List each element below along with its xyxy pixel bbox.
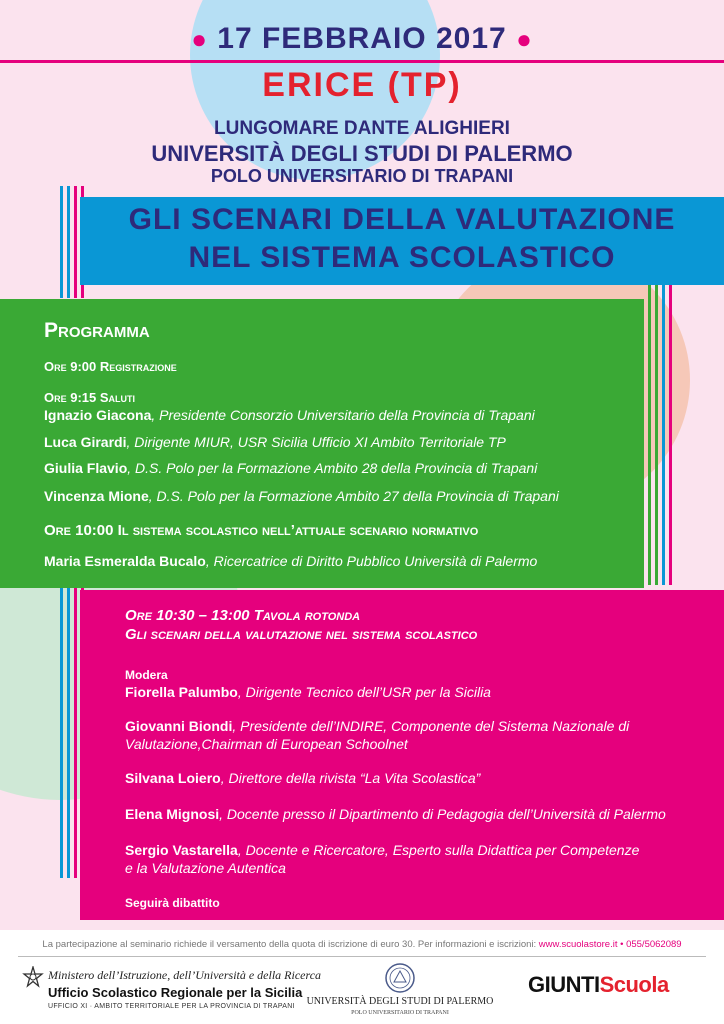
moderator-line bbox=[125, 684, 491, 700]
speaker-role: , Docente presso il Dipartimento di Pedagogia dell’Università di Palermo bbox=[219, 806, 666, 822]
bullet-icon: ● bbox=[191, 24, 208, 54]
speaker-name: Vincenza Mione bbox=[44, 488, 149, 504]
speaker-name: Fiorella Palumbo bbox=[125, 684, 238, 700]
speaker-role: , Presidente dell’INDIRE, Componente del Sistema Nazionale di bbox=[232, 718, 630, 734]
speaker-line bbox=[44, 488, 559, 504]
session1-heading bbox=[44, 522, 478, 539]
event-date-text: 17 FEBBRAIO 2017 bbox=[217, 22, 507, 55]
publisher-logo-part2: Scuola bbox=[599, 972, 669, 997]
panelist-line bbox=[125, 842, 639, 858]
event-title-line2: NEL SISTEMA SCOLASTICO bbox=[188, 241, 616, 274]
registration-note-text: La partecipazione al seminario richiede il versamento della quota di iscrizione di euro 30. Per informazioni e iscrizioni: bbox=[42, 939, 539, 950]
university-campus: POLO UNIVERSITARIO DI TRAPANI bbox=[351, 1010, 449, 1016]
round-table-time: Ore 10:30 – 13:00 bbox=[125, 607, 254, 624]
speaker-line bbox=[44, 407, 535, 423]
ministry-name: Ministero dell’Istruzione, dell’Università e della Ricerca bbox=[48, 968, 322, 982]
regional-office: Ufficio Scolastico Regionale per la Sicilia bbox=[48, 985, 303, 1000]
speaker-name: Giulia Flavio bbox=[44, 460, 128, 476]
round-table-title: Tavola rotonda bbox=[253, 607, 361, 624]
panelist-line bbox=[125, 806, 666, 822]
phone-number: • 055/5062089 bbox=[617, 939, 682, 950]
panelist-line bbox=[125, 770, 480, 786]
speaker-name: Giovanni Biondi bbox=[125, 718, 233, 734]
footer-divider bbox=[18, 956, 706, 957]
speaker-line bbox=[44, 460, 537, 476]
session1-title: Il sistema scolastico nell’attuale scenario normativo bbox=[117, 522, 479, 539]
university-seal-icon bbox=[384, 962, 416, 994]
top-rule bbox=[0, 60, 724, 63]
store-link[interactable]: www.scuolastore.it bbox=[538, 939, 618, 950]
registration-note bbox=[0, 939, 724, 950]
publisher-logo bbox=[528, 972, 669, 998]
event-city: ERICE (TP) bbox=[262, 66, 462, 104]
event-title-line1: GLI SCENARI DELLA VALUTAZIONE bbox=[128, 203, 676, 236]
closing-note: Seguirà dibattito bbox=[125, 896, 220, 910]
round-table-heading bbox=[125, 607, 360, 624]
panelist-line bbox=[125, 718, 629, 734]
event-date bbox=[0, 22, 724, 56]
venue-address: LUNGOMARE DANTE ALIGHIERI bbox=[214, 118, 510, 139]
university-name: UNIVERSITÀ DEGLI STUDI DI PALERMO bbox=[306, 996, 494, 1007]
round-table-subtitle: Gli scenari della valutazione nel sistema scolastico bbox=[125, 626, 478, 643]
venue-campus: POLO UNIVERSITARIO DI TRAPANI bbox=[210, 166, 514, 186]
italian-emblem-icon bbox=[22, 966, 44, 990]
bullet-icon: ● bbox=[516, 24, 533, 54]
session1-speaker bbox=[44, 553, 537, 569]
greetings-item: Ore 9:15 Saluti bbox=[44, 390, 136, 405]
speaker-role: , Docente e Ricercatore, Esperto sulla Didattica per Competenze bbox=[237, 842, 640, 858]
speaker-role: , D.S. Polo per la Formazione Ambito 27 della Provincia di Trapani bbox=[148, 488, 559, 504]
venue-university: UNIVERSITÀ DEGLI STUDI DI PALERMO bbox=[151, 141, 573, 166]
session1-time: Ore 10:00 bbox=[44, 522, 118, 539]
speaker-role: , Ricercatrice di Diritto Pubblico Università di Palermo bbox=[205, 553, 538, 569]
speaker-name: Silvana Loiero bbox=[125, 770, 221, 786]
panelist-line-continued: Valutazione,Chairman di European Schoolnet bbox=[125, 736, 408, 752]
programme-heading: Programma bbox=[44, 319, 150, 342]
panelist-line-continued: e la Valutazione Autentica bbox=[125, 860, 286, 876]
speaker-role: , Presidente Consorzio Universitario della Provincia di Trapani bbox=[151, 407, 535, 423]
speaker-name: Sergio Vastarella bbox=[125, 842, 238, 858]
speaker-role: , D.S. Polo per la Formazione Ambito 28 della Provincia di Trapani bbox=[127, 460, 538, 476]
speaker-role: , Dirigente MIUR, USR Sicilia Ufficio XI Ambito Territoriale TP bbox=[126, 434, 506, 450]
stripes-right bbox=[648, 285, 672, 585]
publisher-logo-part1: GIUNTI bbox=[528, 972, 600, 997]
office-subtitle: UFFICIO XI · AMBITO TERRITORIALE PER LA PROVINCIA DI TRAPANI bbox=[48, 1003, 295, 1010]
speaker-line bbox=[44, 434, 506, 450]
speaker-role: , Direttore della rivista “La Vita Scolastica” bbox=[220, 770, 481, 786]
moderator-label: Modera bbox=[125, 668, 168, 682]
speaker-name: Elena Mignosi bbox=[125, 806, 220, 822]
speaker-name: Ignazio Giacona bbox=[44, 407, 152, 423]
registration-item: Ore 9:00 Registrazione bbox=[44, 359, 177, 374]
speaker-name: Maria Esmeralda Bucalo bbox=[44, 553, 206, 569]
speaker-role: , Dirigente Tecnico dell’USR per la Sicilia bbox=[237, 684, 491, 700]
event-title bbox=[80, 201, 724, 277]
speaker-name: Luca Girardi bbox=[44, 434, 127, 450]
